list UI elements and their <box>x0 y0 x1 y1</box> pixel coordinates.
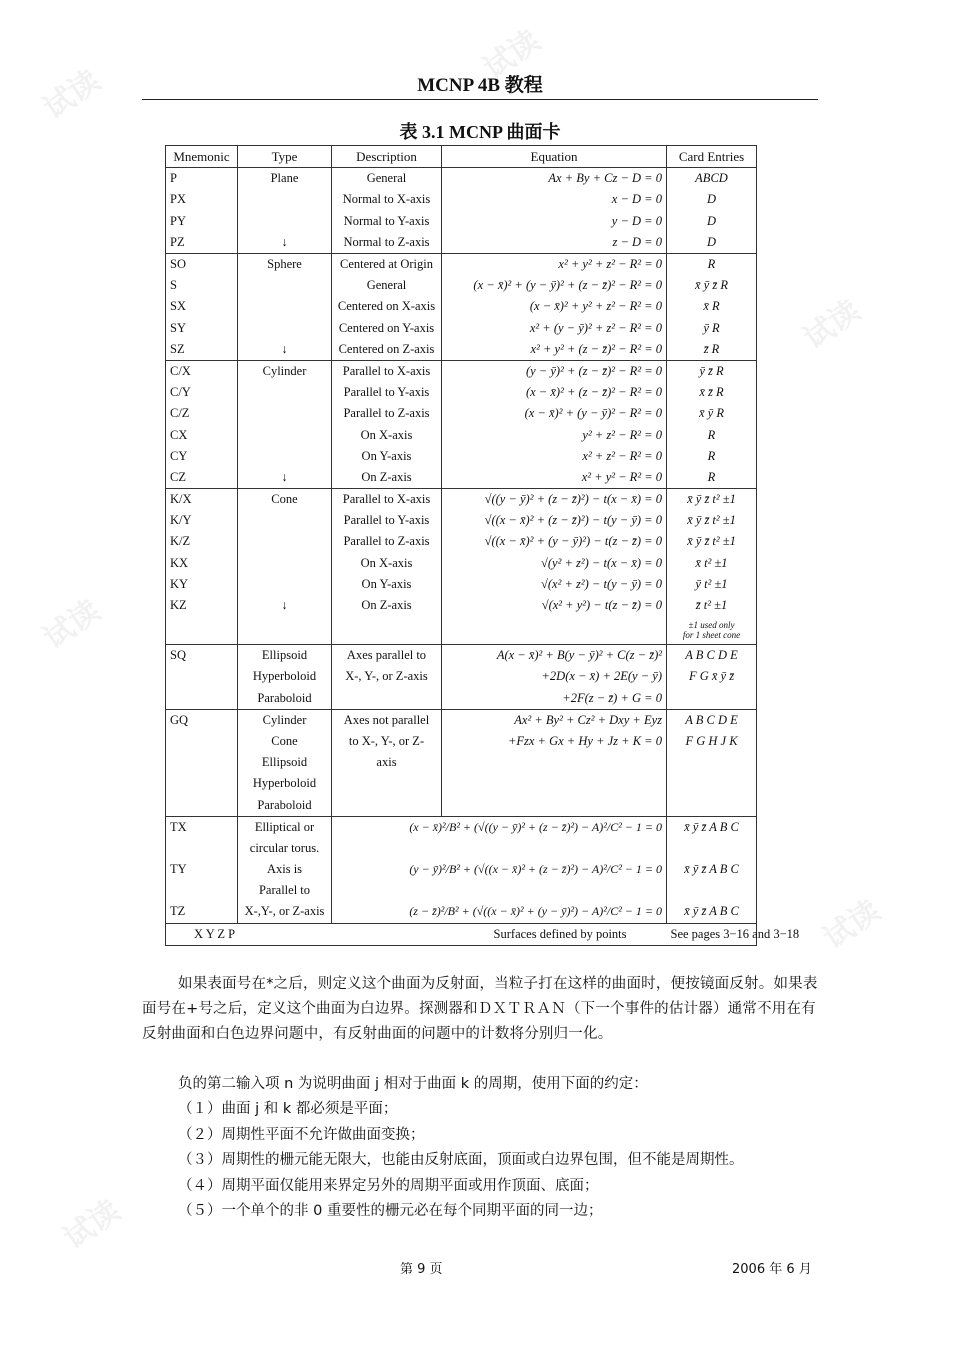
type-cell <box>238 424 332 445</box>
table-footer-row <box>166 923 757 945</box>
mnemonic-cell: KZ <box>166 595 238 616</box>
table-row <box>166 731 757 752</box>
mnemonic-cell: SY <box>166 318 238 339</box>
description-cell: On X-axis <box>332 424 442 445</box>
surface-card-table <box>165 145 800 946</box>
type-cell <box>238 189 332 210</box>
table-row <box>166 773 757 794</box>
type-cell: Hyperboloid <box>238 773 332 794</box>
equation-cell: x² + y² + (z − z̄)² − R² = 0 <box>442 339 667 361</box>
card-entries-cell: x̄ ȳ R <box>667 403 757 424</box>
card-entries-cell: ȳ t² ±1 <box>667 574 757 595</box>
equation-cell: +Fzx + Gx + Hy + Jz + K = 0 <box>442 731 667 752</box>
card-entries-cell: F G x̄ ȳ z̄ <box>667 666 757 687</box>
type-cell <box>238 211 332 232</box>
equation-cell: (x − x̄)² + (z − z̄)² − R² = 0 <box>442 382 667 403</box>
mnemonic-cell: PZ <box>166 232 238 254</box>
equation-cell: √(y² + z²) − t(x − x̄) = 0 <box>442 553 667 574</box>
description-cell: Axes not parallel <box>332 709 442 731</box>
card-entries-cell: x̄ ȳ z̄ t² ±1 <box>667 531 757 552</box>
page-header-title: MCNP 4B 教程 <box>417 75 543 96</box>
description-cell: On X-axis <box>332 553 442 574</box>
equation-cell: x² + y² + z² − R² = 0 <box>442 253 667 275</box>
table-row <box>166 211 757 232</box>
card-entries-cell: x̄ ȳ z̄ A B C <box>667 859 757 880</box>
table-row <box>166 382 757 403</box>
description-cell: Centered at Origin <box>332 253 442 275</box>
card-entries-cell: x̄ ȳ z̄ t² ±1 <box>667 489 757 511</box>
table-row <box>166 339 757 361</box>
column-header: Type <box>238 146 332 168</box>
equation-cell: (x − x̄)² + (y − ȳ)² + (z − z̄)² − R² = 0 <box>442 275 667 296</box>
equation-cell: x² + z² − R² = 0 <box>442 446 667 467</box>
table-row <box>166 510 757 531</box>
type-cell: Hyperboloid <box>238 666 332 687</box>
description-cell: Parallel to X-axis <box>332 489 442 511</box>
mnemonic-cell: P <box>166 168 238 190</box>
equation-cell <box>442 752 667 773</box>
mnemonic-cell: CX <box>166 424 238 445</box>
type-cell: Ellipsoid <box>238 752 332 773</box>
table-caption: 表 3.1 MCNP 曲面卡 <box>399 122 561 142</box>
description-cell: On Z-axis <box>332 467 442 489</box>
type-cell: Paraboloid <box>238 688 332 710</box>
card-entries-cell: ȳ R <box>667 318 757 339</box>
description-cell: Normal to Y-axis <box>332 211 442 232</box>
mnemonic-cell <box>166 731 238 752</box>
empty-cell <box>238 616 332 645</box>
card-entries-cell: x̄ t² ±1 <box>667 553 757 574</box>
table-row <box>166 403 757 424</box>
column-header: Card Entries <box>667 146 757 168</box>
table-row <box>166 901 757 923</box>
card-entries-cell <box>667 773 757 794</box>
table-row <box>166 859 757 880</box>
mnemonic-cell: TZ <box>166 901 238 923</box>
empty-cell <box>332 616 442 645</box>
equation-cell: (y − ȳ)² + (z − z̄)² − R² = 0 <box>442 360 667 382</box>
mnemonic-cell: PY <box>166 211 238 232</box>
card-entries-cell: x̄ ȳ z̄ A B C <box>667 901 757 923</box>
description-cell: to X-, Y-, or Z- <box>332 731 442 752</box>
type-cell: Elliptical or <box>238 816 332 838</box>
type-cell: Plane <box>238 168 332 190</box>
mnemonic-cell <box>166 773 238 794</box>
card-entries-cell <box>667 880 757 901</box>
description-cell <box>332 773 442 794</box>
mnemonic-cell: PX <box>166 189 238 210</box>
type-cell: Axis is <box>238 859 332 880</box>
type-cell <box>238 510 332 531</box>
type-cell: ↓ <box>238 595 332 616</box>
equation-cell: (x − x̄)²/B² + (√((y − ȳ)² + (z − z̄)²) − A)²/C² − 1 = 0 <box>332 816 667 838</box>
card-entries-cell: ABCD <box>667 168 757 190</box>
type-cell: Cone <box>238 489 332 511</box>
equation-cell <box>442 794 667 816</box>
list-item: （５）一个单个的非 0 重要性的栅元必在每个同期平面的同一边； <box>178 1203 603 1220</box>
table-row <box>166 816 757 838</box>
type-cell <box>238 382 332 403</box>
list-item: （２）周期性平面不允许做曲面变换； <box>178 1126 425 1143</box>
description-cell: Parallel to Z-axis <box>332 403 442 424</box>
type-cell: Cylinder <box>238 709 332 731</box>
type-cell: Parallel to <box>238 880 332 901</box>
type-cell: ↓ <box>238 467 332 489</box>
description-cell: Parallel to Z-axis <box>332 531 442 552</box>
mnemonic-cell: C/Z <box>166 403 238 424</box>
type-cell <box>238 574 332 595</box>
mnemonic-cell: TX <box>166 816 238 838</box>
periodic-rules-list <box>178 1097 744 1225</box>
description-cell: Centered on X-axis <box>332 296 442 317</box>
table-row <box>166 467 757 489</box>
cone-note-line: for 1 sheet cone <box>682 630 741 641</box>
mnemonic-cell: KX <box>166 553 238 574</box>
card-entries-cell: z̄ t² ±1 <box>667 595 757 616</box>
list-item: （４）周期平面仅能用来界定另外的周期平面或用作顶面、底面； <box>178 1177 599 1194</box>
mnemonic-cell: SQ <box>166 645 238 667</box>
equation-cell: (x − x̄)² + (y − ȳ)² − R² = 0 <box>442 403 667 424</box>
card-entries-cell: D <box>667 232 757 254</box>
card-entries-cell: x̄ z̄ R <box>667 382 757 403</box>
equation-cell: √((y − ȳ)² + (z − z̄)²) − t(x − x̄) = 0 <box>442 489 667 511</box>
table-row <box>166 645 757 667</box>
description-cell: axis <box>332 752 442 773</box>
description-cell <box>332 688 442 710</box>
type-cell <box>238 446 332 467</box>
table-row <box>166 318 757 339</box>
table-row <box>166 666 757 687</box>
equation-cell: +2D(x − x̄) + 2E(y − ȳ) <box>442 666 667 687</box>
description-cell: General <box>332 275 442 296</box>
footer-page-number: 第 9 页 <box>400 1262 443 1277</box>
mnemonic-cell: K/Z <box>166 531 238 552</box>
type-cell <box>238 553 332 574</box>
mnemonic-cell <box>166 666 238 687</box>
mnemonic-cell: C/Y <box>166 382 238 403</box>
mnemonic-cell: GQ <box>166 709 238 731</box>
table-row <box>166 794 757 816</box>
equation-cell: A(x − x̄)² + B(y − ȳ)² + C(z − z̄)² <box>442 645 667 667</box>
xyzp-reference: See pages 3−16 and 3−18 <box>667 923 757 945</box>
watermark: 试读 <box>57 1193 127 1257</box>
equation-cell: (z − z̄)²/B² + (√((x − x̄)² + (y − ȳ)²) − A)²/C² − 1 = 0 <box>332 901 667 923</box>
paragraph-periodic-surfaces: 负的第二输入项 n 为说明曲面 j 相对于曲面 k 的周期，使用下面的约定： <box>178 1076 648 1092</box>
watermark: 试读 <box>37 63 107 127</box>
equation-cell: Ax² + By² + Cz² + Dxy + Eyz <box>442 709 667 731</box>
table-header-row <box>166 146 757 168</box>
watermark: 试读 <box>797 293 867 357</box>
mnemonic-cell <box>166 688 238 710</box>
table-row <box>166 709 757 731</box>
description-cell: Axes parallel to <box>332 645 442 667</box>
type-cell <box>238 296 332 317</box>
mnemonic-cell: K/X <box>166 489 238 511</box>
watermark: 试读 <box>817 893 887 957</box>
description-cell: On Y-axis <box>332 446 442 467</box>
type-cell <box>238 318 332 339</box>
card-entries-cell <box>667 752 757 773</box>
table-row <box>166 616 757 645</box>
description-cell: General <box>332 168 442 190</box>
type-cell: Paraboloid <box>238 794 332 816</box>
mnemonic-cell: S <box>166 275 238 296</box>
description-cell: Normal to X-axis <box>332 189 442 210</box>
table-row <box>166 838 757 859</box>
header-rule <box>142 99 818 100</box>
mnemonic-cell: KY <box>166 574 238 595</box>
card-entries-cell: R <box>667 424 757 445</box>
mnemonic-cell: C/X <box>166 360 238 382</box>
description-cell: On Z-axis <box>332 595 442 616</box>
equation-cell: x² + (y − ȳ)² + z² − R² = 0 <box>442 318 667 339</box>
table-row <box>166 531 757 552</box>
type-cell <box>238 275 332 296</box>
mnemonic-cell: SO <box>166 253 238 275</box>
column-header: Mnemonic <box>166 146 238 168</box>
card-entries-cell: D <box>667 189 757 210</box>
mnemonic-cell <box>166 838 238 859</box>
card-entries-cell: ȳ z̄ R <box>667 360 757 382</box>
footer-date: 2006 年 6 月 <box>732 1262 812 1277</box>
equation-cell <box>332 880 667 901</box>
description-cell: Parallel to Y-axis <box>332 382 442 403</box>
equation-cell: (x − x̄)² + y² + z² − R² = 0 <box>442 296 667 317</box>
card-entries-cell: R <box>667 446 757 467</box>
card-entries-cell: R <box>667 467 757 489</box>
mnemonic-cell: SZ <box>166 339 238 361</box>
mnemonic-cell: K/Y <box>166 510 238 531</box>
description-cell: Parallel to Y-axis <box>332 510 442 531</box>
type-cell: X-,Y-, or Z-axis <box>238 901 332 923</box>
equation-cell: y − D = 0 <box>442 211 667 232</box>
table-row <box>166 253 757 275</box>
card-entries-cell: x̄ ȳ z̄ A B C <box>667 816 757 838</box>
equation-cell: √((x − x̄)² + (z − z̄)²) − t(y − ȳ) = 0 <box>442 510 667 531</box>
table-row <box>166 189 757 210</box>
list-item: （３）周期性的栅元能无限大，也能由反射底面，顶面或白边界包围，但不能是周期性。 <box>178 1152 744 1169</box>
description-cell: Parallel to X-axis <box>332 360 442 382</box>
type-cell: ↓ <box>238 232 332 254</box>
type-cell <box>238 531 332 552</box>
card-entries-cell: x̄ ȳ z̄ t² ±1 <box>667 510 757 531</box>
card-entries-cell: R <box>667 253 757 275</box>
table-row <box>166 752 757 773</box>
equation-cell: √((x − x̄)² + (y − ȳ)²) − t(z − z̄) = 0 <box>442 531 667 552</box>
description-cell: Normal to Z-axis <box>332 232 442 254</box>
equation-cell: √(x² + z²) − t(y − ȳ) = 0 <box>442 574 667 595</box>
mnemonic-cell <box>166 752 238 773</box>
table-row <box>166 489 757 511</box>
mnemonic-cell <box>166 794 238 816</box>
type-cell: Sphere <box>238 253 332 275</box>
mnemonic-cell: CY <box>166 446 238 467</box>
card-entries-cell: A B C D E <box>667 709 757 731</box>
card-entries-cell: D <box>667 211 757 232</box>
mnemonic-cell <box>166 880 238 901</box>
mnemonic-cell: SX <box>166 296 238 317</box>
card-entries-cell: A B C D E <box>667 645 757 667</box>
card-entries-cell: x̄ ȳ z̄ R <box>667 275 757 296</box>
description-cell <box>332 794 442 816</box>
card-entries-cell: x̄ R <box>667 296 757 317</box>
table-row <box>166 275 757 296</box>
description-cell: On Y-axis <box>332 574 442 595</box>
equation-cell <box>442 773 667 794</box>
table-row <box>166 553 757 574</box>
watermark: 试读 <box>37 593 107 657</box>
list-item: （１）曲面 j 和 k 都必须是平面； <box>178 1101 398 1117</box>
cone-note-cell <box>667 616 757 645</box>
type-cell: Cone <box>238 731 332 752</box>
description-cell: Centered on Z-axis <box>332 339 442 361</box>
table-row <box>166 446 757 467</box>
equation-cell: z − D = 0 <box>442 232 667 254</box>
watermark: 试读 <box>477 23 547 87</box>
mnemonic-cell: TY <box>166 859 238 880</box>
xyzp-description: Surfaces defined by points <box>332 923 667 945</box>
type-cell: ↓ <box>238 339 332 361</box>
equation-cell: x² + y² − R² = 0 <box>442 467 667 489</box>
empty-cell <box>442 616 667 645</box>
equation-cell: y² + z² − R² = 0 <box>442 424 667 445</box>
type-cell: Cylinder <box>238 360 332 382</box>
card-entries-cell <box>667 688 757 710</box>
table-row <box>166 296 757 317</box>
type-cell <box>238 403 332 424</box>
table-row <box>166 595 757 616</box>
cone-note-line: ±1 used only <box>688 620 735 631</box>
table-row <box>166 360 757 382</box>
xyzp-mnemonic: X Y Z P <box>166 923 332 945</box>
card-entries-cell <box>667 794 757 816</box>
description-cell: X-, Y-, or Z-axis <box>332 666 442 687</box>
table-row <box>166 168 757 190</box>
table-row <box>166 424 757 445</box>
description-cell: Centered on Y-axis <box>332 318 442 339</box>
card-entries-cell: F G H J K <box>667 731 757 752</box>
equation-cell: √(x² + y²) − t(z − z̄) = 0 <box>442 595 667 616</box>
equation-cell: +2F(z − z̄) + G = 0 <box>442 688 667 710</box>
column-header: Equation <box>442 146 667 168</box>
table-row <box>166 688 757 710</box>
equation-cell: Ax + By + Cz − D = 0 <box>442 168 667 190</box>
card-entries-cell: z̄ R <box>667 339 757 361</box>
table-row <box>166 232 757 254</box>
table-row <box>166 880 757 901</box>
type-cell: Ellipsoid <box>238 645 332 667</box>
empty-cell <box>166 616 238 645</box>
equation-cell: (y − ȳ)²/B² + (√((x − x̄)² + (z − z̄)²) − A)²/C² − 1 = 0 <box>332 859 667 880</box>
surface-card-table-container <box>165 145 800 950</box>
equation-cell <box>332 838 667 859</box>
mnemonic-cell: CZ <box>166 467 238 489</box>
card-entries-cell <box>667 838 757 859</box>
type-cell: circular torus. <box>238 838 332 859</box>
equation-cell: x − D = 0 <box>442 189 667 210</box>
column-header: Description <box>332 146 442 168</box>
table-row <box>166 574 757 595</box>
paragraph-reflective-surfaces: 如果表面号在*之后，则定义这个曲面为反射面，当粒子打在这样的曲面时，便按镜面反射。如果表面号在+号之后，定义这个曲面为白边界。探测器和ＤＸＴＲＡＮ（下一个事件的估计器）通常不用在有反射曲面和白色边界问题中，有反射曲面的问题中的计数将分别归一化。 <box>142 976 818 1042</box>
